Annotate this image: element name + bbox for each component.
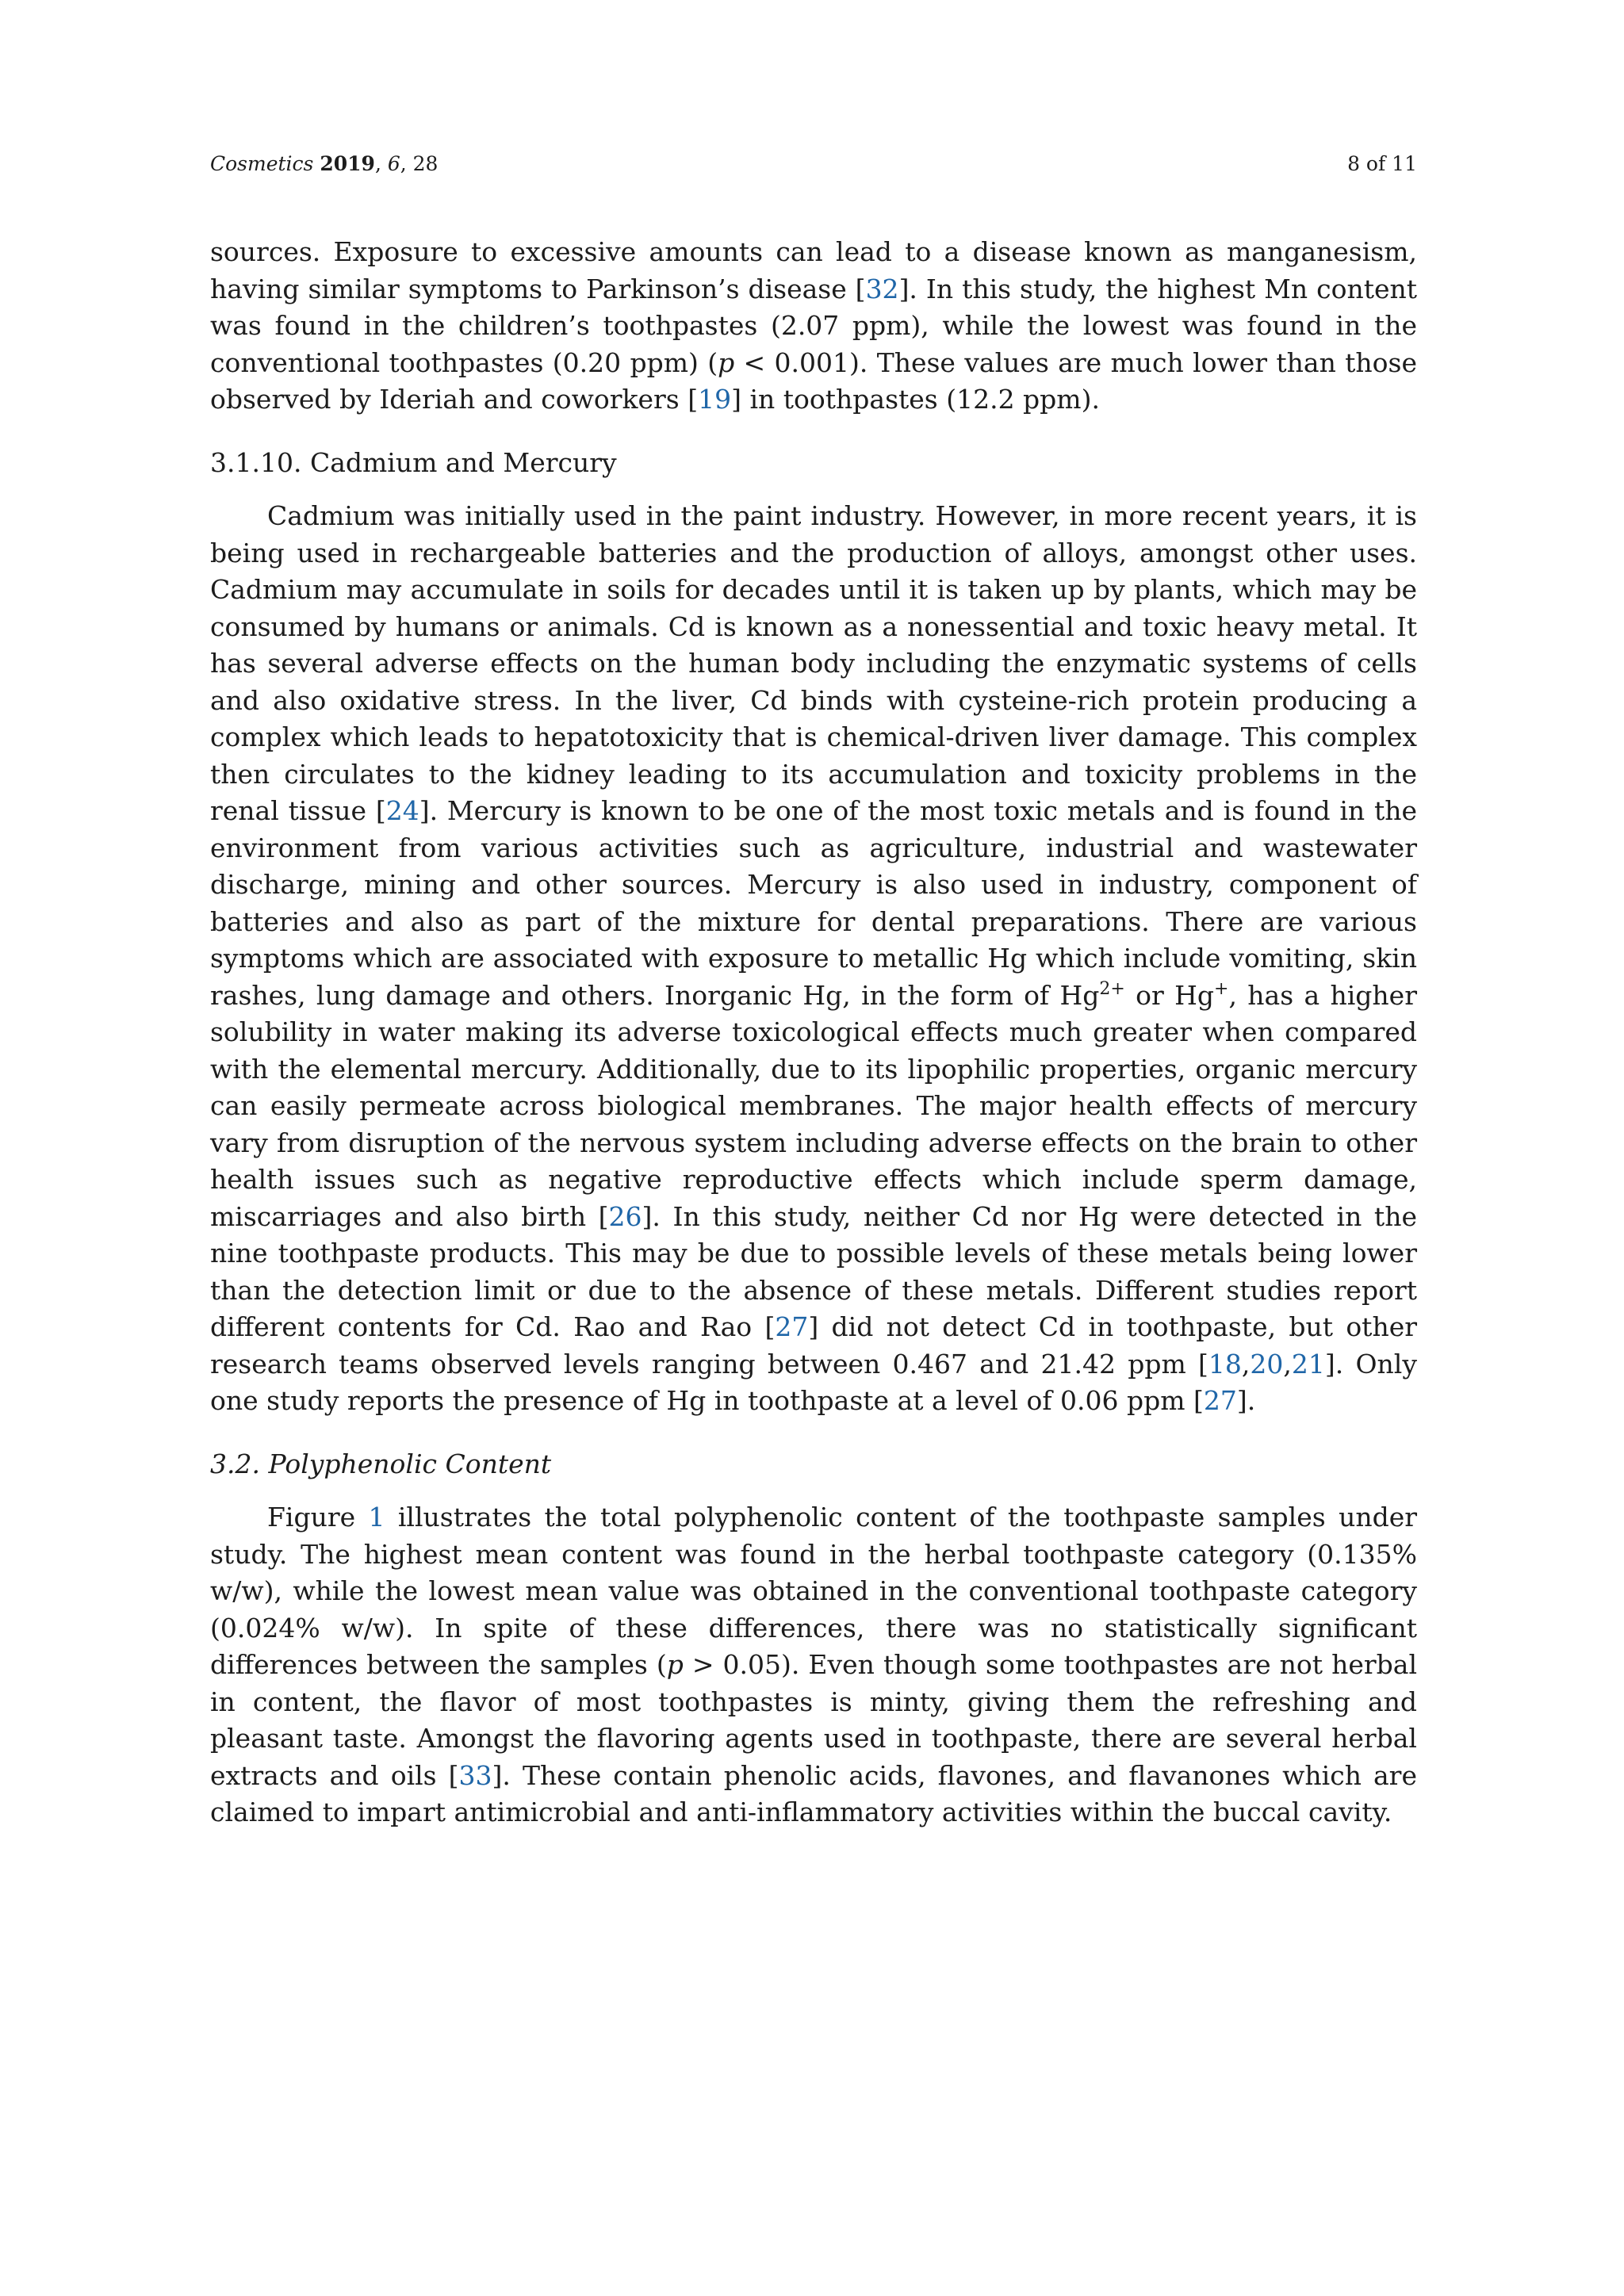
body-text: [210, 234, 1417, 1831]
article-number: 28: [412, 152, 439, 175]
page-number: 8 of 11: [1347, 152, 1417, 175]
citation-link[interactable]: 19: [698, 384, 732, 415]
citation-link[interactable]: 24: [385, 795, 419, 826]
citation-line: Cosmetics 2019, 6, 28: [210, 152, 439, 175]
section-heading-polyphenolic: 3.2. Polyphenolic Content: [210, 1448, 552, 1479]
citation-link[interactable]: 21: [1291, 1348, 1325, 1380]
citation-link[interactable]: 26: [608, 1200, 642, 1232]
section-heading-cadmium-mercury: 3.1.10. Cadmium and Mercury: [210, 446, 617, 478]
citation-link[interactable]: 27: [775, 1311, 809, 1342]
journal-year: 2019: [320, 152, 375, 175]
journal-volume: 6: [387, 152, 400, 175]
paragraph-polyphenolic: Figure 1 illustrates the total polyphenolic content of the toothpaste samples under study. The highest mean content was found in the herbal toothpaste category (0.135% w/w), while the lowest mean value was obtained in the conventional toothpaste category (0.024% w/w). In spite of these differences, there was no statistically significant differences between the samples (p > 0.05). Even though some toothpastes are not herbal in content, the flavor of most toothpastes is minty, giving them the refreshing and pleasant taste. Amongst the flavoring agents used in toothpaste, there are several herbal extracts and oils [33]. These contain phenolic acids, flavones, and flavanones which are claimed to impart antimicrobial and anti-inflammatory activities within the buccal cavity.: [210, 1502, 1417, 1827]
citation-link[interactable]: 32: [865, 273, 899, 304]
paragraph-cadmium-mercury: Cadmium was initially used in the paint industry. However, in more recent years, it is being used in rechargeable batteries and the production of alloys, amongst other uses. Cadmium may accumulate in soils for decades until it is taken up by plants, which may be consumed by humans or animals. Cd is known as a nonessential and toxic heavy metal. It has several adverse effects on the human body including the enzymatic systems of cells and also oxidative stress. In the liver, Cd binds with cysteine-rich protein producing a complex which leads to hepatotoxicity that is chemical-driven liver damage. This complex then circulates to the kidney leading to its accumulation and toxicity problems in the renal tissue [24]. Mercury is known to be one of the most toxic metals and is found in the environment from various activities such as agriculture, industrial and wastewater discharge, mining and other sources. Mercury is also used in industry, component of batteries and also as part of the mixture for dental preparations. There are various symptoms which are associated with exposure to metallic Hg which include vomiting, skin rashes, lung damage and others. Inorganic Hg, in the form of $Hg^{2+}$ or Hg+, has a higher solubility in water making its adverse toxicological effects much greater when compared with the elemental mercury. Additionally, due to its lipophilic properties, organic mercury can easily permeate across biological membranes. The major health effects of mercury vary from disruption of the nervous system including adverse effects on the brain to other health issues such as negative reproductive effects which include sperm damage, miscarriages and also birth [26]. In this study, neither Cd nor Hg were detected in the nine toothpaste products. This may be due to possible levels of these metals being lower than the detection limit or due to the absence of these metals. Different studies report different contents for Cd. Rao and Rao [27] did not detect Cd in toothpaste, but other research teams observed levels ranging between 0.467 and 21.42 ppm [18,20,21]. Only one study reports the presence of Hg in toothpaste at a level of 0.06 ppm [27].: [210, 500, 1418, 1416]
paragraph-manganese: sources. Exposure to excessive amounts can lead to a disease known as manganesism, having similar symptoms to Parkinson’s disease [32]. In this study, the highest Mn content was found in the children’s toothpastes (2.07 ppm), while the lowest was found in the conventional toothpastes (0.20 ppm) (p < 0.001). These values are much lower than those observed by Ideriah and coworkers [19] in toothpastes (12.2 ppm).: [210, 236, 1418, 415]
citation-link[interactable]: 20: [1250, 1348, 1284, 1380]
running-header: [210, 150, 1417, 178]
figure-link[interactable]: 1: [368, 1502, 385, 1533]
citation-link[interactable]: 18: [1208, 1348, 1242, 1380]
citation-link[interactable]: 33: [458, 1759, 492, 1791]
journal-name: Cosmetics: [210, 152, 314, 175]
citation-link[interactable]: 27: [1203, 1385, 1237, 1416]
